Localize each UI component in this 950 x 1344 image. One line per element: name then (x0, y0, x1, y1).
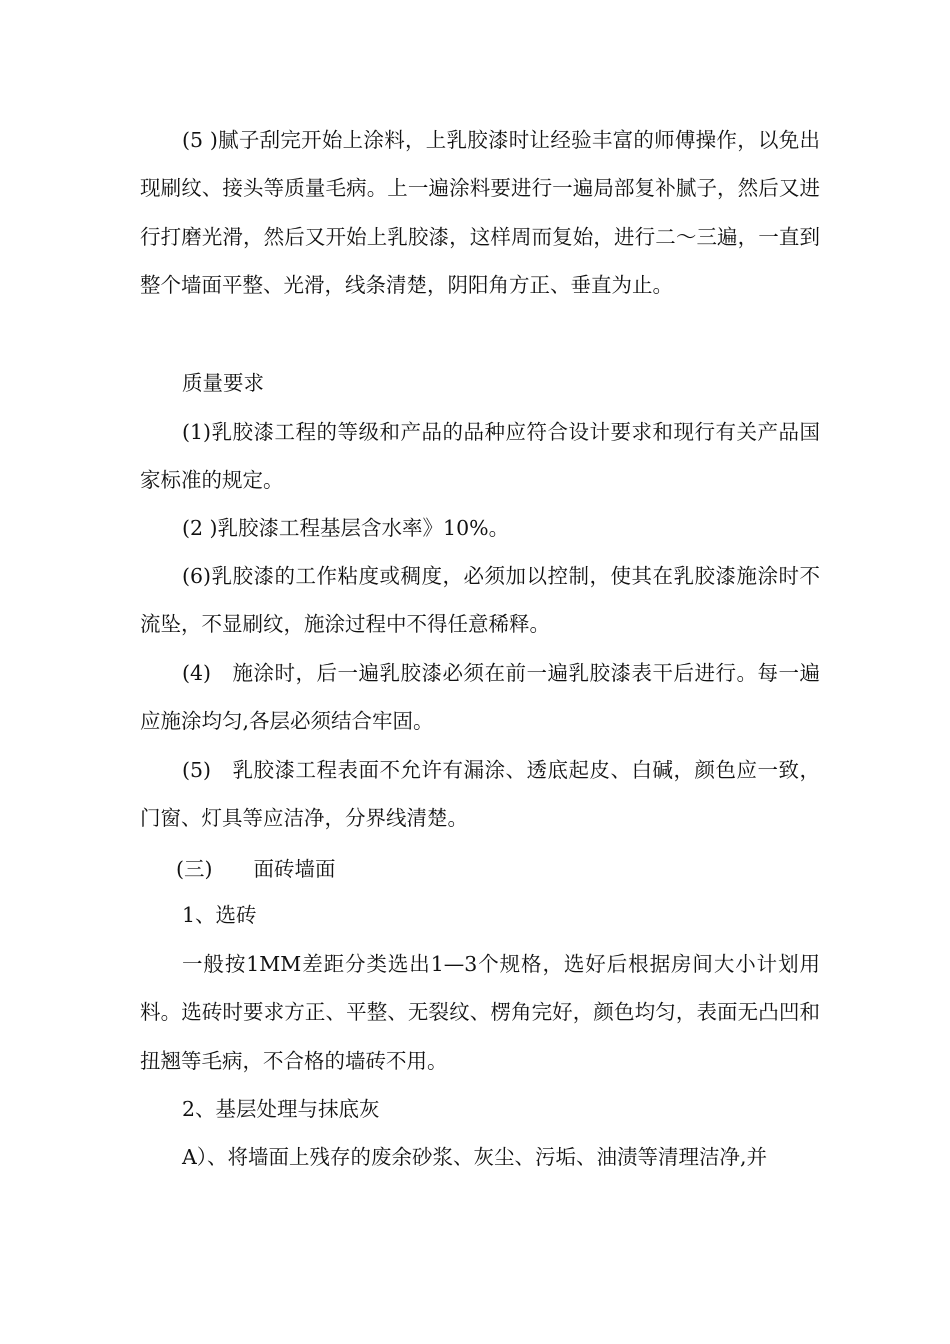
paragraph-quality-3: (6)乳胶漆的工作粘度或稠度，必须加以控制，使其在乳胶漆施涂时不流坠，不显刷纹，施涂过程中不得任意稀释。 (140, 564, 820, 637)
heading-quality-requirements: 质量要求 (182, 371, 264, 395)
heading-tile-selection: 1、选砖 (182, 903, 257, 927)
heading-base-treatment: 2、基层处理与抹底灰 (182, 1097, 380, 1121)
paragraph-quality-2: (2 )乳胶漆工程基层含水率》10%。 (182, 516, 510, 540)
paragraph-quality-5: (5) 乳胶漆工程表面不允许有漏涂、透底起皮、白碱，颜色应一致，门窗、灯具等应洁净，分界线清楚。 (140, 758, 820, 831)
paragraph-tile-selection: 一般按1MM差距分类选出1—3个规格，选好后根据房间大小计划用料。选砖时要求方正、平整、无裂纹、楞角完好，颜色均匀，表面无凸凹和扭翘等毛病，不合格的墙砖不用。 (140, 952, 820, 1073)
paragraph-base-treatment-a: A）、将墙面上残存的废余砂浆、灰尘、污垢、油渍等清理洁净,并 (182, 1145, 768, 1169)
paragraph-latex-paint-step5: (5 )腻子刮完开始上涂料，上乳胶漆时让经验丰富的师傅操作，以免出现刷纹、接头等质量毛病。上一遍涂料要进行一遍局部复补腻子，然后又进行打磨光滑，然后又开始上乳胶漆，这样周而复始，进行二〜三遍，一直到整个墙面平整、光滑，线条清楚，阴阳角方正、垂直为止。 (140, 128, 820, 297)
paragraph-quality-4: (4) 施涂时，后一遍乳胶漆必须在前一遍乳胶漆表干后进行。每一遍应施涂均匀,各层必须结合牢固。 (140, 661, 820, 734)
section-heading-tile-wall: (三) 面砖墙面 (176, 857, 336, 881)
paragraph-quality-1: (1)乳胶漆工程的等级和产品的品种应符合设计要求和现行有关产品国家标准的规定。 (140, 420, 820, 493)
